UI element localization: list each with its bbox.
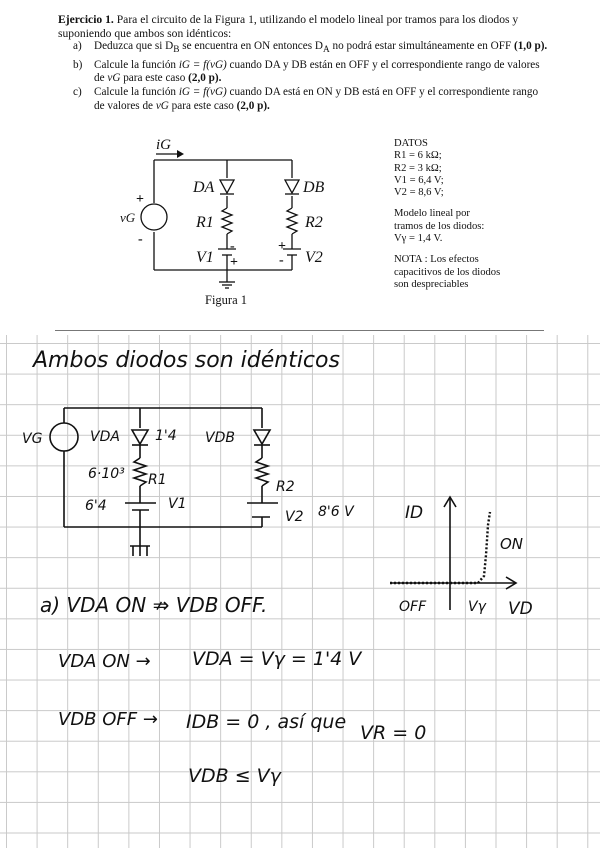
svg-text:V1: V1	[168, 496, 187, 512]
svg-text:IDB = 0 , así que: IDB = 0 , así que	[186, 711, 347, 733]
svg-text:8'6 V: 8'6 V	[318, 504, 354, 520]
svg-text:-: -	[138, 232, 143, 247]
svg-text:a) VDA ON ⇏ VDB OFF.: a) VDA ON ⇏ VDB OFF.	[40, 593, 268, 617]
svg-text:VDB ≤ Vγ: VDB ≤ Vγ	[188, 765, 281, 787]
figure-caption: Figura 1	[205, 293, 248, 307]
r2-label: R2	[305, 214, 323, 231]
svg-text:VDA = Vγ = 1'4 V: VDA = Vγ = 1'4 V	[192, 648, 362, 670]
db-label: DB	[303, 179, 325, 196]
svg-text:ID: ID	[405, 503, 424, 523]
svg-text:ON: ON	[500, 535, 524, 553]
v1-label: V1	[196, 249, 214, 266]
exercise-intro-text: Para el circuito de la Figura 1, utilizando el modelo lineal por tramos para los diodos y suponiendo que ambos son idénticos:	[58, 13, 519, 40]
svg-text:+: +	[136, 192, 144, 207]
datos-block: DATOS R1 = 6 kΩ; R2 = 3 kΩ; V1 = 6,4 V; V2 = 8,6 V; Modelo lineal por tramos de los diodos: Vγ = 1,4 V. NOTA : Los efectos capacitivos de los diodos son despreciables	[394, 138, 554, 291]
svg-text:VDA ON →: VDA ON →	[58, 651, 151, 672]
exercise-heading: Ejercicio 1.	[58, 13, 114, 26]
svg-text:-: -	[279, 253, 284, 268]
svg-text:VR = 0: VR = 0	[360, 722, 427, 744]
r1-label: R1	[196, 214, 214, 231]
svg-text:+: +	[230, 255, 238, 270]
exercise-item-b: b) Calcule la función iG = f(vG) cuando DA y DB están en OFF y el correspondiente rango de valores de vG para este caso (2,0 p).	[73, 58, 540, 85]
v2-label: V2	[305, 249, 323, 266]
svg-text:1'4: 1'4	[155, 428, 177, 444]
svg-text:VD: VD	[508, 599, 533, 619]
svg-text:VDB: VDB	[205, 430, 235, 446]
vg-label: vG	[120, 210, 136, 225]
datos-title: DATOS	[394, 138, 428, 149]
svg-text:R1: R1	[148, 472, 167, 488]
svg-text:+: +	[278, 239, 286, 254]
svg-text:OFF: OFF	[399, 599, 427, 615]
svg-text:VDB OFF →: VDB OFF →	[58, 709, 158, 730]
svg-text:-: -	[230, 239, 235, 254]
svg-text:V2: V2	[285, 509, 304, 525]
ig-label: iG	[156, 137, 171, 153]
svg-text:6·10³: 6·10³	[88, 466, 125, 482]
exercise-item-c: c) Calcule la función iG = f(vG) cuando DA está en ON y DB está en OFF y el correspondiente rango de valores de vG para este caso (2,0 p).	[73, 86, 539, 112]
exercise-item-a: a) Deduzca que si $D_B$ se encuentra en ON entonces $D_A$ no podrá estar simultáneamente en OFF (1,0 p).	[73, 40, 548, 56]
svg-text:VDA: VDA	[90, 429, 120, 445]
svg-text:VG: VG	[22, 431, 43, 447]
da-label: DA	[193, 179, 215, 196]
svg-text:Vγ: Vγ	[468, 599, 486, 615]
svg-text:6'4: 6'4	[85, 498, 107, 514]
svg-text:R2: R2	[276, 479, 295, 495]
notes-title: Ambos diodos son idénticos	[33, 348, 340, 373]
